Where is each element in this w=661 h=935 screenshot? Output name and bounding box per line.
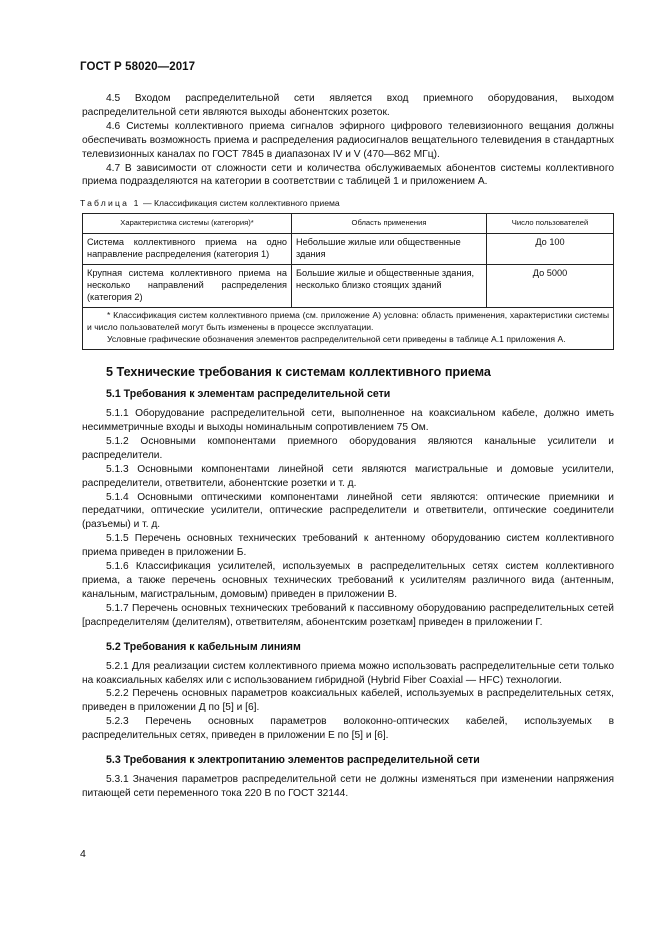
paragraph-5-2-1: 5.2.1 Для реализации систем коллективного приема можно использовать распределительные сети только на коаксиальных кабелях или с использованием гибридной (Hybrid Fiber Coaxial — HFC) технологии. — [82, 660, 614, 686]
table-caption-label: Таблица 1 — [80, 198, 141, 209]
paragraph-4-5: 4.5 Входом распределительной сети является вход приемного оборудования, выходом распределительной сети являются выходы абонентских розеток. — [82, 93, 614, 118]
cell-characteristic: Система коллективного приема на одно направление распределения (категория 1) — [83, 234, 292, 265]
table-notes-row — [83, 308, 614, 350]
table-note-symbols: Условные графические обозначения элементов распределительной сети приведены в таблице А.1 приложения А. — [107, 333, 566, 344]
table-notes — [83, 308, 614, 350]
paragraph-5-1-5: 5.1.5 Перечень основных технических требований к антенному оборудованию систем коллективного приема приведен в приложении Б. — [82, 533, 614, 559]
cell-application: Небольшие жилые или общественные здания — [292, 234, 487, 265]
classification-table — [82, 213, 614, 350]
cell-characteristic: Крупная система коллективного приема на несколько направлений распределения (категория 2) — [83, 265, 292, 308]
paragraph-5-1-4: 5.1.4 Основными оптическими компонентами линейной сети являются: оптические приемники и передатчики, оптические усилители, оптические распределители и ответвители, оптические соединители (разъемы) и т. д. — [82, 491, 614, 531]
table-caption-text: — Классификация систем коллективного приема — [140, 198, 340, 209]
cell-users: До 100 — [487, 234, 614, 265]
paragraph-5-2-2: 5.2.2 Перечень основных параметров коаксиальных кабелей, используемых в распределительных сетях, приведен в приложении Д по [5] и [6]. — [82, 688, 614, 714]
subsection-5-1-heading: 5.1 Требования к элементам распределительной сети — [106, 388, 391, 401]
paragraph-5-3-1: 5.3.1 Значения параметров распределительной сети не должны изменяться при изменении напряжения питающей сети переменного тока 220 В по ГОСТ 32144. — [82, 774, 614, 799]
paragraph-5-1-1: 5.1.1 Оборудование распределительной сети, выполненное на коаксиальном кабеле, должно иметь несимметричные входы и выходы номинальным сопротивлением 75 Ом. — [82, 408, 614, 434]
paragraph-5-1-7: 5.1.7 Перечень основных технических требований к пассивному оборудованию распределительных сетей [распределителям (делителям), ответвителям, абонентским розеткам] приведен в приложении Г. — [82, 602, 614, 628]
paragraph-5-2-3: 5.2.3 Перечень основных параметров волоконно-оптических кабелей, используемых в распределительных сетях, приведен в приложении Е по [5] и [6]. — [82, 716, 614, 742]
table-caption — [80, 197, 614, 209]
paragraph-5-1-3: 5.1.3 Основными компонентами линейной сети являются магистральные и домовые усилители, распределители, ответвители, абонентские розетки и т. д. — [82, 463, 614, 489]
table-note-footnote: * Классификация систем коллективного приема (см. приложение А) условна: область применения, характеристики системы и число пользователей могут быть изменены в процессе эксплуатации. — [87, 310, 609, 332]
paragraph-5-1-2: 5.1.2 Основными компонентами приемного оборудования являются канальные усилители и распределители. — [82, 435, 614, 461]
table-row — [83, 265, 614, 308]
page-number: 4 — [80, 848, 86, 860]
section-5-heading: 5 Технические требования к системам коллективного приема — [106, 365, 491, 380]
subsection-5-3-heading: 5.3 Требования к электропитанию элементов распределительной сети — [106, 754, 480, 767]
standard-header: ГОСТ Р 58020—2017 — [80, 61, 196, 73]
paragraph-5-1-6: 5.1.6 Классификация усилителей, используемых в распределительных сетях систем коллективного приема, а также перечень основных технических требований к усилителям различного вида (антенным, канальным, магистральным, домовым) приведен в приложении В. — [82, 561, 614, 600]
table-row — [83, 234, 614, 265]
header-users: Число пользователей — [487, 214, 614, 234]
paragraph-4-6: 4.6 Системы коллективного приема сигналов эфирного цифрового телевизионного вещания должны обеспечивать возможность приема и распределения радиосигналов вещательного телевидения в стандартных телевизионных каналах по ГОСТ 7845 в диапазонах IV и V (470—862 МГц). — [82, 120, 614, 160]
table-header-row — [83, 214, 614, 234]
paragraph-4-7: 4.7 В зависимости от сложности сети и количества обслуживаемых абонентов системы коллективного приема подразделяются на категории в соответствии с таблицей 1 и приложением А. — [82, 162, 614, 188]
page-content — [82, 92, 614, 801]
header-application: Область применения — [292, 214, 487, 234]
subsection-5-2-heading: 5.2 Требования к кабельным линиям — [106, 640, 301, 653]
cell-application: Большие жилые и общественные здания, несколько близко стоящих зданий — [292, 265, 487, 308]
header-characteristic: Характеристика системы (категория)* — [83, 214, 292, 234]
cell-users: До 5000 — [487, 265, 614, 308]
